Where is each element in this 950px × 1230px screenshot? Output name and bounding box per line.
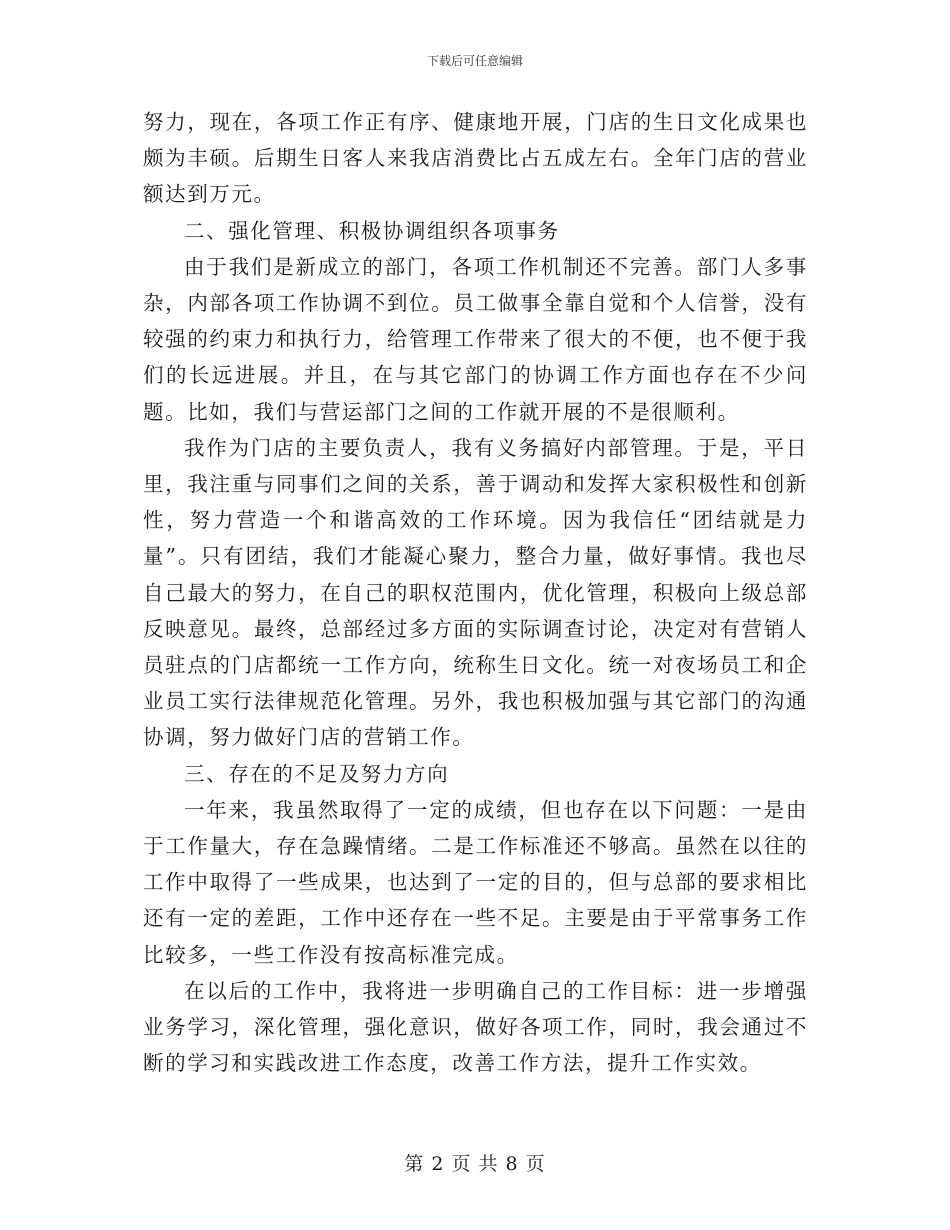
document-body	[143, 104, 808, 1081]
paragraph-future-goals: 在以后的工作中，我将进一步明确自己的工作目标：进一步增强业务学习，深化管理，强化意识，做好各项工作，同时，我会通过不断的学习和实践改进工作态度，改善工作方法，提升工作实效。	[143, 978, 808, 1076]
paragraph-internal-management: 我作为门店的主要负责人，我有义务搞好内部管理。于是，平日里，我注重与同事们之间的关系，善于调动和发挥大家积极性和创新性，努力营造一个和谐高效的工作环境。因为我信任“团结就是力量”。只有团结，我们才能凝心聚力，整合力量，做好事情。我也尽自己最大的努力，在自己的职权范围内，优化管理，积极向上级总部反映意见。最终，总部经过多方面的实际调查讨论，决定对有营销人员驻点的门店都统一工作方向，统称生日文化。统一对夜场员工和企业员工实行法律规范化管理。另外，我也积极加强与其它部门的沟通协调，努力做好门店的营销工作。	[143, 435, 808, 750]
paragraph-continuation: 努力，现在，各项工作正有序、健康地开展，门店的生日文化成果也颇为丰硕。后期生日客人来我店消费比占五成左右。全年门店的营业额达到万元。	[143, 110, 808, 207]
paragraph-department-issues: 由于我们是新成立的部门，各项工作机制还不完善。部门人多事杂，内部各项工作协调不到位。员工做事全靠自觉和个人信誉，没有较强的约束力和执行力，给管理工作带来了很大的不便，也不便于我们的长远进展。并且，在与其它部门的协调工作方面也存在不少问题。比如，我们与营运部门之间的工作就开展的不是很顺利。	[143, 254, 808, 424]
page-header: 下载后可任意编辑	[426, 54, 523, 68]
page-number: 第 2 页 共 8 页	[404, 1153, 546, 1175]
section-heading-three: 三、存在的不足及努力方向	[184, 761, 450, 786]
paragraph-shortcomings: 一年来，我虽然取得了一定的成绩，但也存在以下问题：一是由于工作量大，存在急躁情绪。二是工作标准还不够高。虽然在以往的工作中取得了一些成果，也达到了一定的目的，但与总部的要求相比还有一定的差距，工作中还存在一些不足。主要是由于平常事务工作比较多，一些工作没有按高标准完成。	[143, 797, 808, 967]
section-heading-two: 二、强化管理、积极协调组织各项事务	[184, 218, 560, 243]
